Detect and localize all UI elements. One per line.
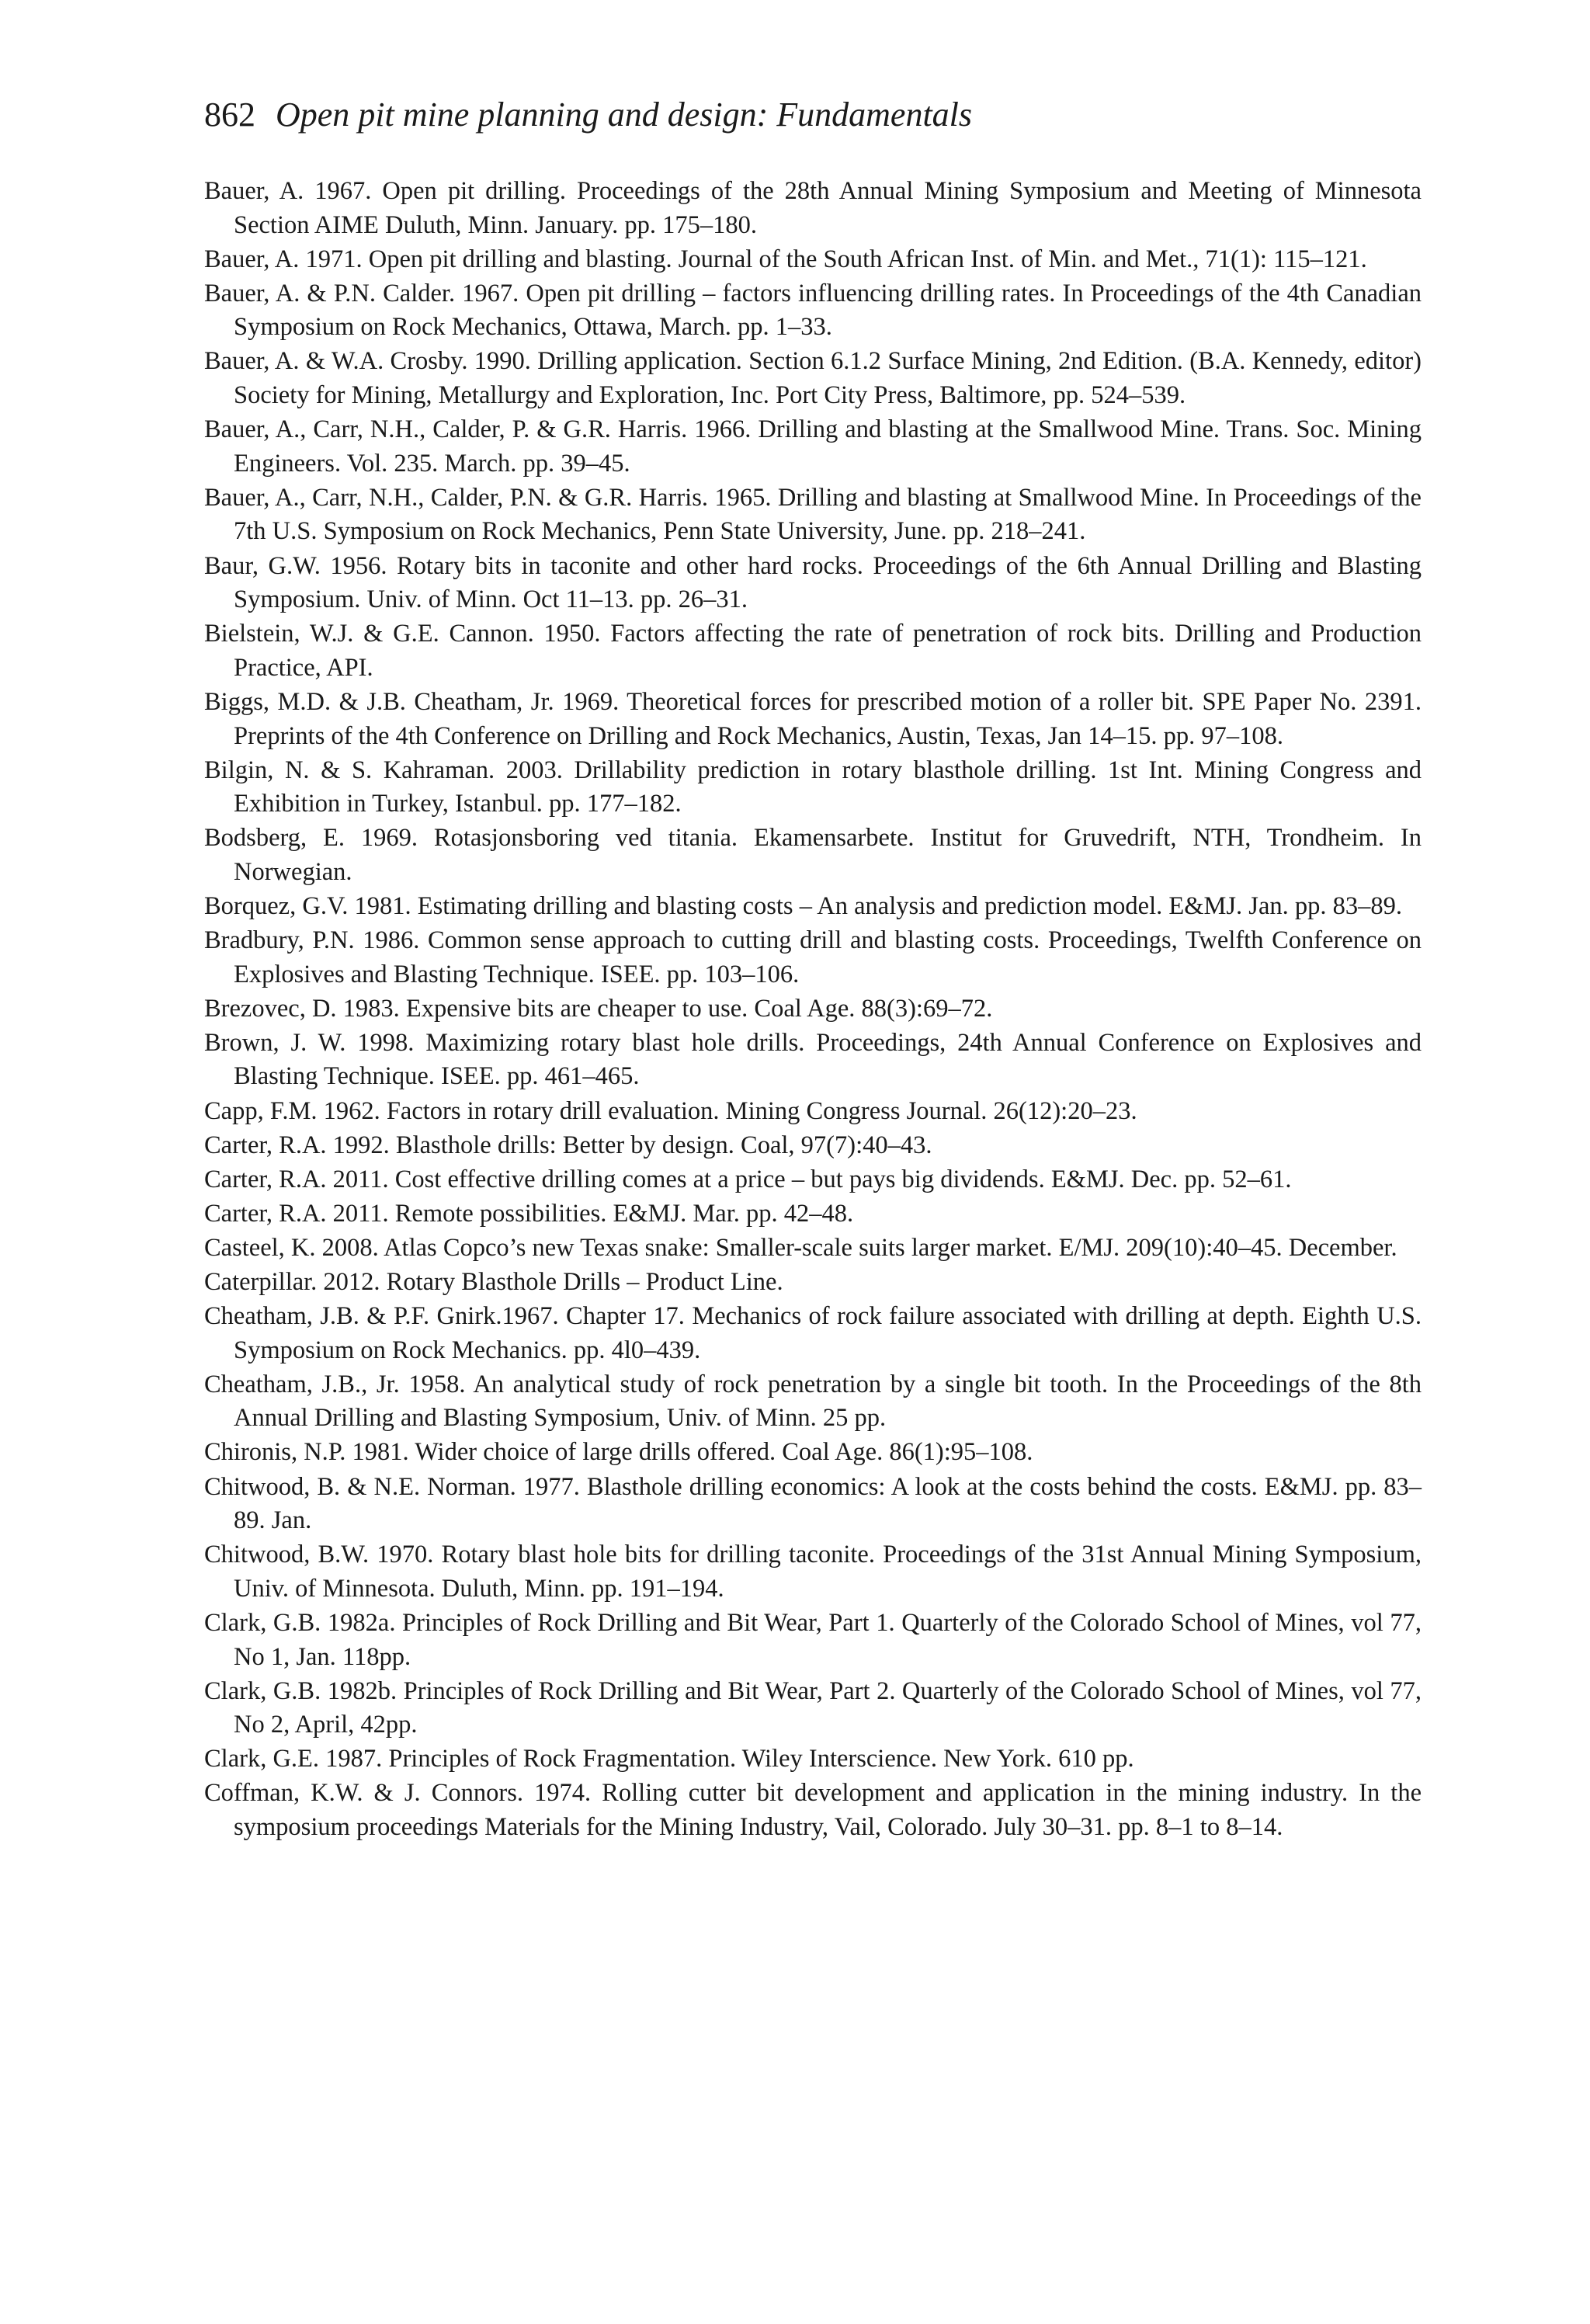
reference-entry: Coffman, K.W. & J. Connors. 1974. Rolling cutter bit development and application in the mining industry. In the symposium proceedings Materials for the Mining Industry, Vail, Colorado. July 30–31. pp. 8–1 to 8–14. (204, 1779, 1422, 1841)
reference-entry: Bilgin, N. & S. Kahraman. 2003. Drillability prediction in rotary blasthole drilling. 1st Int. Mining Congress and Exhibition in Turkey, Istanbul. pp. 177–182. (204, 756, 1422, 818)
reference-entry: Bauer, A. & W.A. Crosby. 1990. Drilling application. Section 6.1.2 Surface Mining, 2nd Edition. (B.A. Kennedy, editor) Society for Mining, Metallurgy and Exploration, Inc. Port City Press, Baltimore, pp. 524–539. (204, 347, 1422, 410)
running-header (204, 92, 972, 138)
reference-entry: Bauer, A., Carr, N.H., Calder, P.N. & G.R. Harris. 1965. Drilling and blasting at Smallwood Mine. In Proceedings of the 7th U.S. Symposium on Rock Mechanics, Penn State University, June. pp. 218–241. (204, 483, 1422, 546)
reference-entry: Cheatham, J.B., Jr. 1958. An analytical study of rock penetration by a single bit tooth. In the Proceedings of the 8th Annual Drilling and Blasting Symposium, Univ. of Minn. 25 pp. (204, 1370, 1422, 1433)
reference-entry: Baur, G.W. 1956. Rotary bits in taconite and other hard rocks. Proceedings of the 6th Annual Drilling and Blasting Symposium. Univ. of Minn. Oct 11–13. pp. 26–31. (204, 551, 1422, 614)
reference-entry: Chironis, N.P. 1981. Wider choice of large drills offered. Coal Age. 86(1):95–108. (204, 1438, 1033, 1467)
reference-entry: Clark, G.B. 1982a. Principles of Rock Drilling and Bit Wear, Part 1. Quarterly of the Colorado School of Mines, vol 77, No 1, Jan. 118pp. (204, 1608, 1422, 1671)
reference-entry: Chitwood, B.W. 1970. Rotary blast hole bits for drilling taconite. Proceedings of the 31st Annual Mining Symposium, Univ. of Minnesota. Duluth, Minn. pp. 191–194. (204, 1541, 1422, 1603)
reference-entry: Brown, J. W. 1998. Maximizing rotary blast hole drills. Proceedings, 24th Annual Conference on Explosives and Blasting Technique. ISEE. pp. 461–465. (204, 1028, 1422, 1091)
reference-entry: Caterpillar. 2012. Rotary Blasthole Drills – Product Line. (204, 1268, 783, 1296)
book-title: Open pit mine planning and design: Fundamentals (276, 96, 973, 134)
reference-entry: Casteel, K. 2008. Atlas Copco’s new Texas snake: Smaller-scale suits larger market. E/MJ. 209(10):40–45. December. (204, 1233, 1397, 1262)
reference-entry: Bauer, A. 1971. Open pit drilling and blasting. Journal of the South African Inst. of Min. and Met., 71(1): 115–121. (204, 245, 1367, 273)
reference-entry: Bradbury, P.N. 1986. Common sense approach to cutting drill and blasting costs. Proceedings, Twelfth Conference on Explosives and Blasting Technique. ISEE. pp. 103–106. (204, 926, 1422, 988)
reference-entry: Carter, R.A. 2011. Remote possibilities. E&MJ. Mar. pp. 42–48. (204, 1199, 854, 1228)
reference-entry: Biggs, M.D. & J.B. Cheatham, Jr. 1969. Theoretical forces for prescribed motion of a roller bit. SPE Paper No. 2391. Preprints of the 4th Conference on Drilling and Rock Mechanics, Austin, Texas, Jan 14–15. pp. 97–108. (204, 687, 1422, 750)
reference-entry: Capp, F.M. 1962. Factors in rotary drill evaluation. Mining Congress Journal. 26(12):20–23. (204, 1096, 1137, 1125)
reference-list (204, 175, 1422, 1845)
reference-entry: Carter, R.A. 2011. Cost effective drilling comes at a price – but pays big dividends. E&MJ. Dec. pp. 52–61. (204, 1165, 1292, 1193)
reference-entry: Cheatham, J.B. & P.F. Gnirk.1967. Chapter 17. Mechanics of rock failure associated with drilling at depth. Eighth U.S. Symposium on Rock Mechanics. pp. 4l0–439. (204, 1302, 1422, 1364)
reference-entry: Bauer, A. 1967. Open pit drilling. Proceedings of the 28th Annual Mining Symposium and Meeting of Minnesota Section AIME Duluth, Minn. January. pp. 175–180. (204, 177, 1422, 239)
reference-entry: Chitwood, B. & N.E. Norman. 1977. Blasthole drilling economics: A look at the costs behind the costs. E&MJ. pp. 83–89. Jan. (204, 1472, 1422, 1535)
reference-entry: Bodsberg, E. 1969. Rotasjonsboring ved titania. Ekamensarbete. Institut for Gruvedrift, NTH, Trondheim. In Norwegian. (204, 824, 1422, 886)
reference-entry: Borquez, G.V. 1981. Estimating drilling and blasting costs – An analysis and prediction model. E&MJ. Jan. pp. 83–89. (204, 891, 1403, 920)
reference-entry: Clark, G.E. 1987. Principles of Rock Fragmentation. Wiley Interscience. New York. 610 pp. (204, 1745, 1134, 1773)
reference-entry: Carter, R.A. 1992. Blasthole drills: Better by design. Coal, 97(7):40–43. (204, 1131, 932, 1159)
reference-entry: Bauer, A., Carr, N.H., Calder, P. & G.R. Harris. 1966. Drilling and blasting at the Smallwood Mine. Trans. Soc. Mining Engineers. Vol. 235. March. pp. 39–45. (204, 415, 1422, 478)
reference-entry: Brezovec, D. 1983. Expensive bits are cheaper to use. Coal Age. 88(3):69–72. (204, 994, 993, 1023)
reference-entry: Bauer, A. & P.N. Calder. 1967. Open pit drilling – factors influencing drilling rates. In Proceedings of the 4th Canadian Symposium on Rock Mechanics, Ottawa, March. pp. 1–33. (204, 279, 1422, 342)
reference-entry: Clark, G.B. 1982b. Principles of Rock Drilling and Bit Wear, Part 2. Quarterly of the Colorado School of Mines, vol 77, No 2, April, 42pp. (204, 1676, 1422, 1739)
reference-entry: Bielstein, W.J. & G.E. Cannon. 1950. Factors affecting the rate of penetration of rock bits. Drilling and Production Practice, API. (204, 620, 1422, 682)
page-number: 862 (204, 96, 255, 134)
